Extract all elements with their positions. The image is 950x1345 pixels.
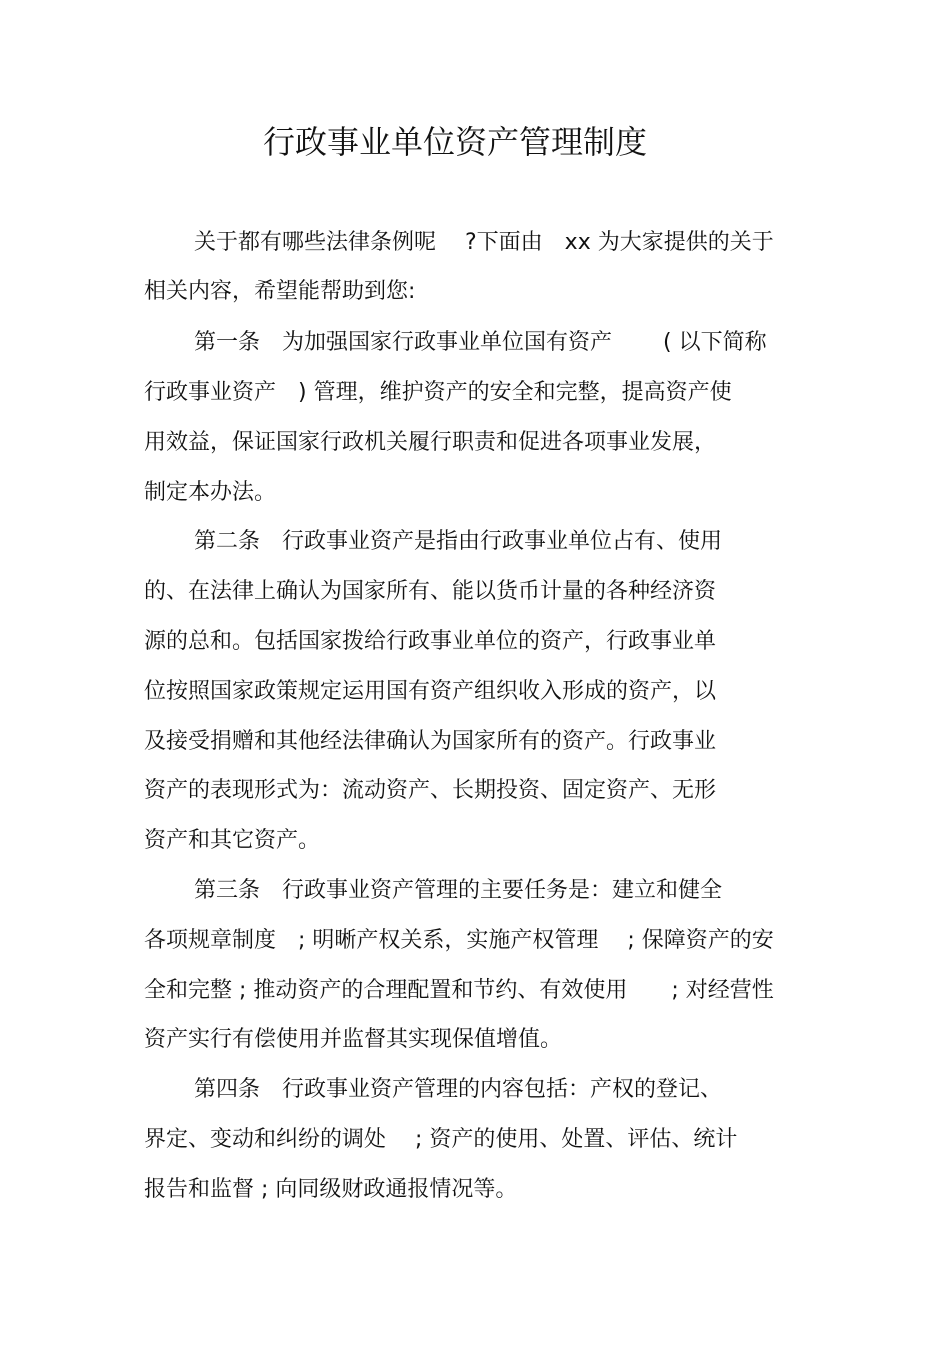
paragraph-line: 全和完整 ; 推动资产的合理配置和节约、有效使用 ; 对经营性 bbox=[144, 978, 774, 1003]
document-title: 行政事业单位资产管理制度 bbox=[262, 123, 647, 161]
paragraph-line: 界定、变动和纠纷的调处 ; 资产的使用、处置、评估、统计 bbox=[144, 1127, 738, 1152]
paragraph-line: 第三条 行政事业资产管理的主要任务是：建立和健全 bbox=[194, 878, 723, 903]
paragraph-line: 用效益，保证国家行政机关履行职责和促进各项事业发展， bbox=[144, 430, 717, 455]
paragraph-line: 第一条 为加强国家行政事业单位国有资产 ( 以下简称 bbox=[194, 330, 767, 355]
paragraph-line: 报告和监督 ; 向同级财政通报情况等。 bbox=[144, 1177, 518, 1202]
paragraph-line: 相关内容，希望能帮助到您: bbox=[144, 279, 416, 304]
paragraph-line: 位按照国家政策规定运用国有资产组织收入形成的资产，以 bbox=[144, 679, 717, 704]
paragraph-line: 关于都有哪些法律条例呢 ?下面由 xx 为大家提供的关于 bbox=[194, 230, 774, 255]
paragraph-line: 行政事业资产 ) 管理，维护资产的安全和完整，提高资产使 bbox=[144, 380, 732, 405]
paragraph-line: 制定本办法。 bbox=[144, 480, 277, 505]
paragraph-line: 资产实行有偿使用并监督其实现保值增值。 bbox=[144, 1027, 563, 1052]
paragraph-line: 资产和其它资产。 bbox=[144, 828, 321, 853]
paragraph-line: 第四条 行政事业资产管理的内容包括：产权的登记、 bbox=[194, 1077, 723, 1102]
paragraph-line: 源的总和。包括国家拨给行政事业单位的资产，行政事业单 bbox=[144, 629, 717, 654]
paragraph-line: 的、在法律上确认为国家所有、能以货币计量的各种经济资 bbox=[144, 579, 717, 604]
paragraph-line: 及接受捐赠和其他经法律确认为国家所有的资产。行政事业 bbox=[144, 729, 717, 754]
paragraph-line: 资产的表现形式为：流动资产、长期投资、固定资产、无形 bbox=[144, 778, 717, 803]
paragraph-line: 第二条 行政事业资产是指由行政事业单位占有、使用 bbox=[194, 529, 723, 554]
paragraph-line: 各项规章制度 ; 明晰产权关系，实施产权管理 ; 保障资产的安 bbox=[144, 928, 774, 953]
